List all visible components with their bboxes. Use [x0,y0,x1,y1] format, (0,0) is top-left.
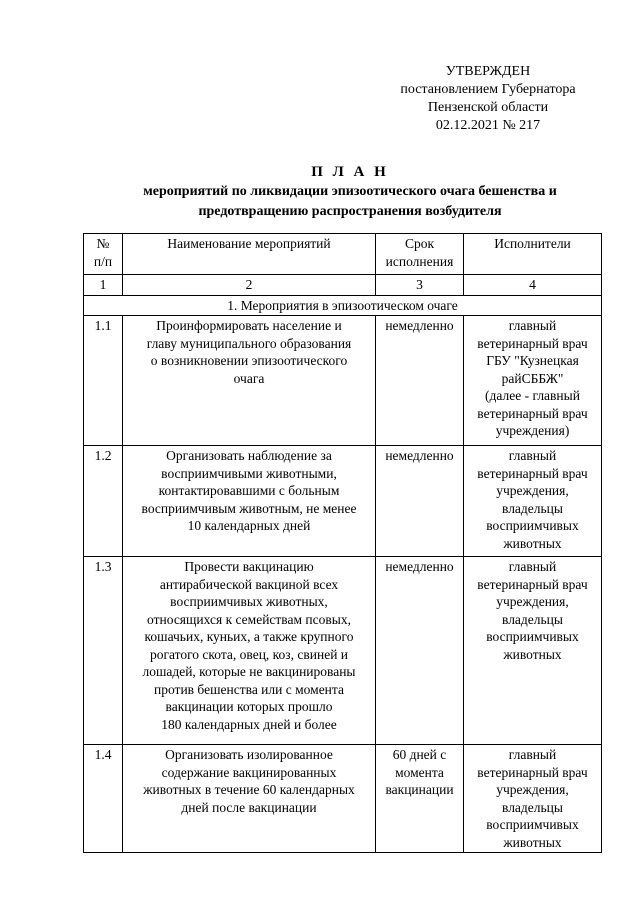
table-row [84,557,602,745]
row-executors: главный ветеринарный врач учреждения, владельцы восприимчивых животных [464,745,602,853]
row-executors: главный ветеринарный врач учреждения, владельцы восприимчивых животных [464,446,602,557]
header-name: Наименование мероприятий [123,234,376,275]
approval-title: УТВЕРЖДЕН [445,64,531,79]
approval-block [380,63,596,135]
approval-date-number: 02.12.2021 № 217 [435,118,541,133]
table-header-row [84,234,602,275]
section-title: 1. Мероприятия в эпизоотическом очаге [84,295,602,316]
approval-region: Пензенской области [427,100,549,115]
table-row [84,745,602,853]
plan-table [83,233,602,853]
row-measure: Проинформировать население и главу муниципального образования о возникновении эпизоотического очага [123,316,376,446]
section-row [84,295,602,316]
header-num: № п/п [84,234,123,275]
column-number-1: 1 [84,275,123,296]
row-number: 1.2 [84,446,123,557]
table-body [84,316,602,853]
header-executors: Исполнители [464,234,602,275]
row-number: 1.4 [84,745,123,853]
plan-subtitle-line-2: предотвращению распространения возбудителя [198,204,502,219]
row-executors: главный ветеринарный врач учреждения, владельцы восприимчивых животных [464,557,602,745]
row-term: немедленно [376,557,464,745]
column-number-2: 2 [123,275,376,296]
table-row [84,316,602,446]
row-measure: Организовать наблюдение за восприимчивыми животными, контактировавшими с больным восприимчивым животным, не менее 10 календарных дней [123,446,376,557]
header-term: Срок исполнения [376,234,464,275]
column-number-4: 4 [464,275,602,296]
document-title [100,163,600,221]
row-executors: главный ветеринарный врач ГБУ "Кузнецкая райСББЖ" (далее - главный ветеринарный врач учреждения) [464,316,602,446]
plan-subtitle-line-1: мероприятий по ликвидации эпизоотического очага бешенства и [143,184,557,199]
approval-decree: постановлением Губернатора [400,82,576,97]
row-measure: Провести вакцинацию антирабической вакциной всех восприимчивых животных, относящихся к семействам псовых, кошачьих, куньих, а также крупного рогатого скота, овец, коз, свиней и лошадей, которые не вакцинированы против бешенства или с момента вакцинации которых прошло 180 календарных дней и более [123,557,376,745]
column-number-3: 3 [376,275,464,296]
table-row [84,446,602,557]
row-number: 1.3 [84,557,123,745]
row-term: немедленно [376,316,464,446]
row-measure: Организовать изолированное содержание вакцинированных животных в течение 60 календарных дней после вакцинации [123,745,376,853]
row-number: 1.1 [84,316,123,446]
column-numbers-row [84,275,602,296]
row-term: 60 дней с момента вакцинации [376,745,464,853]
plan-heading: П Л А Н [311,164,389,180]
row-term: немедленно [376,446,464,557]
